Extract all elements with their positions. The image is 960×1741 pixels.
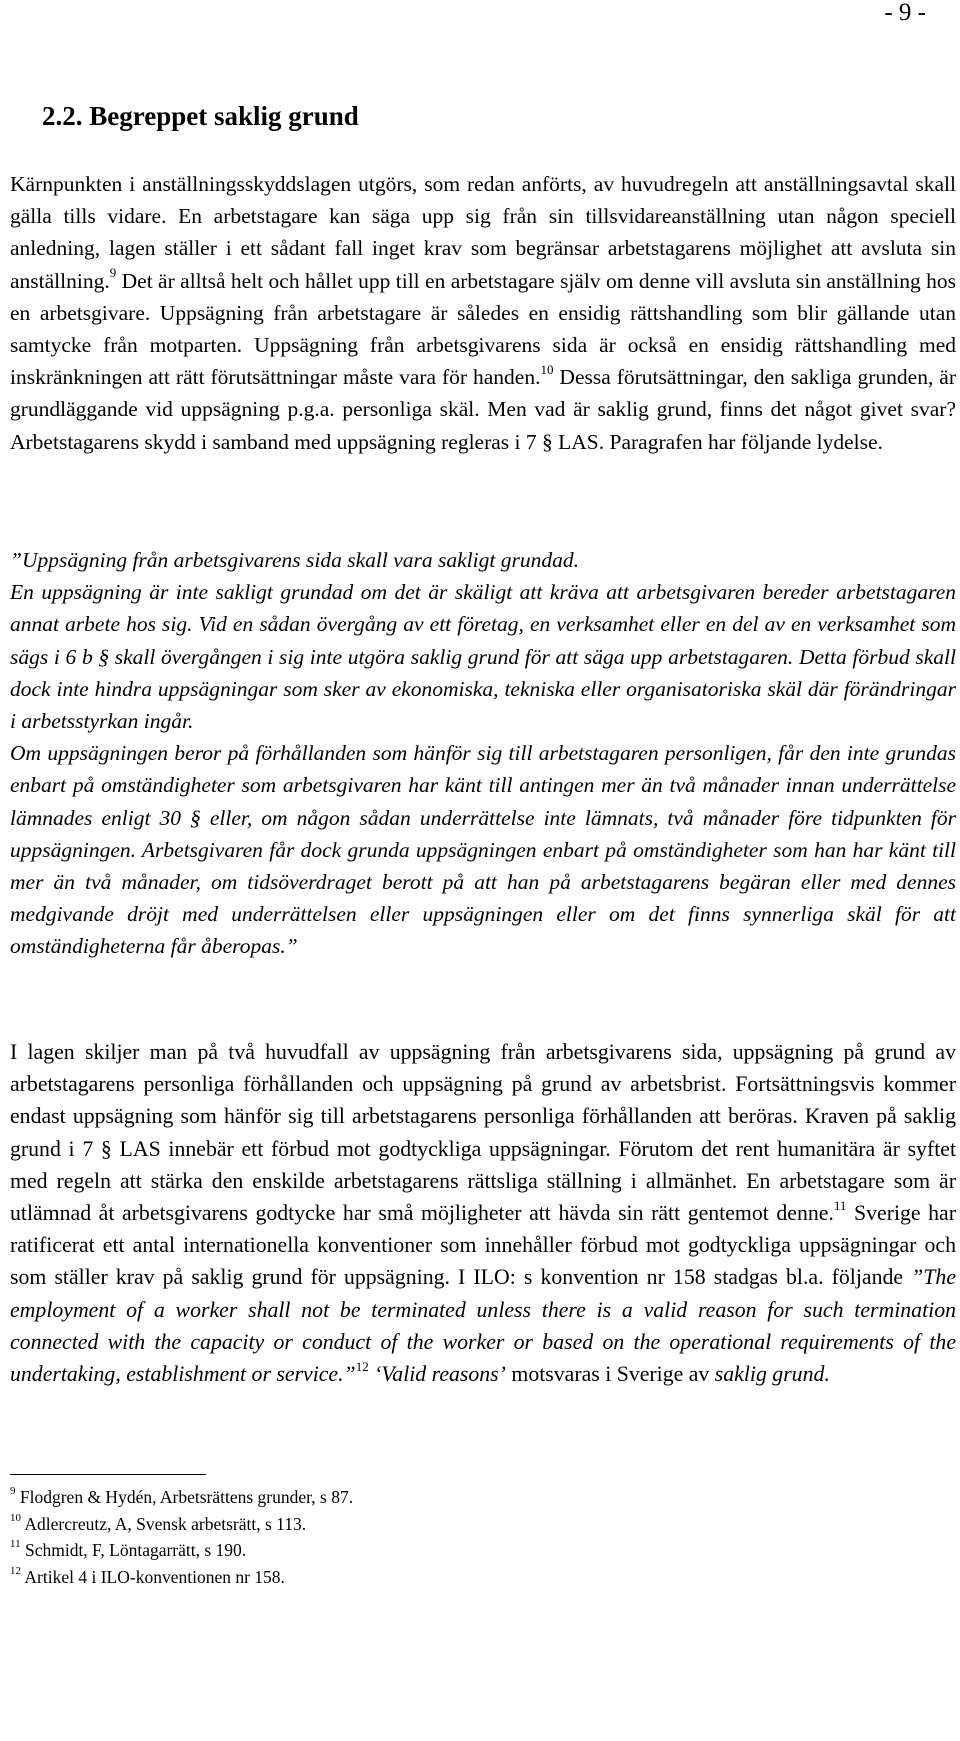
quote-line: ”Uppsägning från arbetsgivarens sida skall vara sakligt grundad. (10, 548, 579, 572)
valid-reasons-term: ‘Valid reasons’ (374, 1362, 506, 1387)
footnote-ref: 10 (540, 362, 554, 378)
paragraph-text: Det är alltså helt och hållet upp till en arbetstagare själv om denne vill avsluta sin anställning hos en arbetsgivare. Uppsägning från arbetstagare är således en ensidig rättshandling som blir gällande utan samtycke från motparten. Uppsägning från arbetsgivarens sida är också en ensidig rättshandling med inskränkningen att rätt förutsättningar måste vara för handen. (10, 268, 956, 390)
footnote-text: Flodgren & Hydén, Arbetsrättens grunder, s 87. (15, 1487, 354, 1507)
quote-paragraph: En uppsägning är inte sakligt grundad om det är skäligt att kräva att arbetsgivaren bereder arbetstagaren annat arbete hos sig. Vid en sådan övergång av ett företag, en verksamhet eller en del av en verksamhet som sägs i 6 b § skall övergången i sig inte utgöra saklig grund för att säga upp arbetstagaren. Detta förbud skall dock inte hindra uppsägningar som sker av ekonomiska, tekniska eller organisatoriska skäl där förändringar i arbetsstyrkan ingår. (10, 580, 956, 734)
footnote (10, 1511, 910, 1538)
ilo-quote: ”The employment of a worker shall not be terminated unless there is a valid reason for such termination connected with the capacity or conduct of the worker or based on the operational requirements of the undertaking, establishment or service.” (10, 1265, 956, 1387)
footnote-ref: 9 (109, 265, 117, 281)
law-quote (10, 544, 956, 963)
footnote-text: Adlercreutz, A, Svensk arbetsrätt, s 113. (21, 1513, 307, 1534)
paragraph-text: I lagen skiljer man på två huvudfall av uppsägning från arbetsgivarens sida, uppsägning på grund av arbetstagarens personliga förhållanden och uppsägning på grund av arbetsbrist. Fortsättningsvis kommer endast uppsägning som hänför sig till arbetstagarens personliga förhållanden att beröras. Kraven på saklig grund i 7 § LAS innebär ett förbud mot godtyckliga uppsägningar. Förutom det rent humanitära är syftet med regeln att stärka den enskilde arbetstagarens rättsliga ställning i allmänhet. En arbetstagare som är utlämnad åt arbetsgivarens godtycke har små möjligheter att hävda sin rätt gentemot denne. (10, 1040, 956, 1226)
footnote (10, 1537, 910, 1564)
footnote-ref: 12 (355, 1358, 369, 1374)
body-paragraph-2 (10, 1036, 956, 1390)
footnotes-list (10, 1484, 910, 1590)
paragraph-text: Sverige har ratificerat ett antal internationella konventioner som innehåller förbud mot godtyckliga uppsägningar och som ställer krav på saklig grund för uppsägning. I ILO: s konvention nr 158 stadgas bl.a. följande (10, 1201, 956, 1290)
footnote-number: 11 (10, 1538, 21, 1551)
page-number: - 9 - (884, 0, 926, 26)
footnote-separator (10, 1474, 206, 1475)
footnote-number: 9 (10, 1485, 16, 1498)
footnote-text: Schmidt, F, Löntagarrätt, s 190. (20, 1540, 247, 1560)
section-heading: 2.2. Begreppet saklig grund (42, 101, 359, 131)
footnote-text: Artikel 4 i ILO-konventionen nr 158. (21, 1566, 285, 1587)
footnote-number: 12 (10, 1564, 21, 1577)
saklig-grund-term: saklig grund. (714, 1362, 830, 1387)
body-paragraph-1 (10, 168, 956, 458)
footnote-number: 10 (10, 1511, 21, 1524)
paragraph-text: Kärnpunkten i anställningsskyddslagen utgörs, som redan anförts, av huvudregeln att anställningsavtal skall gälla tills vidare. En arbetstagare kan säga upp sig från sin tillsvidareanställning utan någon speciell anledning, lagen ställer i ett sådant fall inget krav som begränsar arbetstagarens möjlighet att avsluta sin anställning. (10, 172, 956, 293)
footnote (10, 1484, 910, 1511)
quote-paragraph: Om uppsägningen beror på förhållanden som hänför sig till arbetstagaren personligen, får den inte grundas enbart på omständigheter som arbetsgivaren har känt till antingen mer än två månader innan underrättelse lämnades enligt 30 § eller, om någon sådan underrättelse inte lämnats, två månader före tidpunkten för uppsägningen. Arbetsgivaren får dock grunda uppsägningen enbart på omständigheter som han har känt till mer än två månader, om tidsöverdraget berott på att han på arbetstagarens begäran eller med dennes medgivande dröjt med underrättelsen eller uppsägningen eller om det finns synnerliga skäl för att omständigheterna får åberopas.” (10, 741, 956, 959)
footnote-ref: 11 (833, 1197, 847, 1213)
paragraph-text: motsvaras i Sverige av (505, 1362, 715, 1387)
footnote (10, 1564, 910, 1591)
paragraph-text: Dessa förutsättningar, den sakliga grunden, är grundläggande vid uppsägning p.g.a. personliga skäl. Men vad är saklig grund, finns det något givet svar? Arbetstagarens skydd i samband med uppsägning regleras i 7 § LAS. Paragrafen har följande lydelse. (10, 365, 956, 454)
